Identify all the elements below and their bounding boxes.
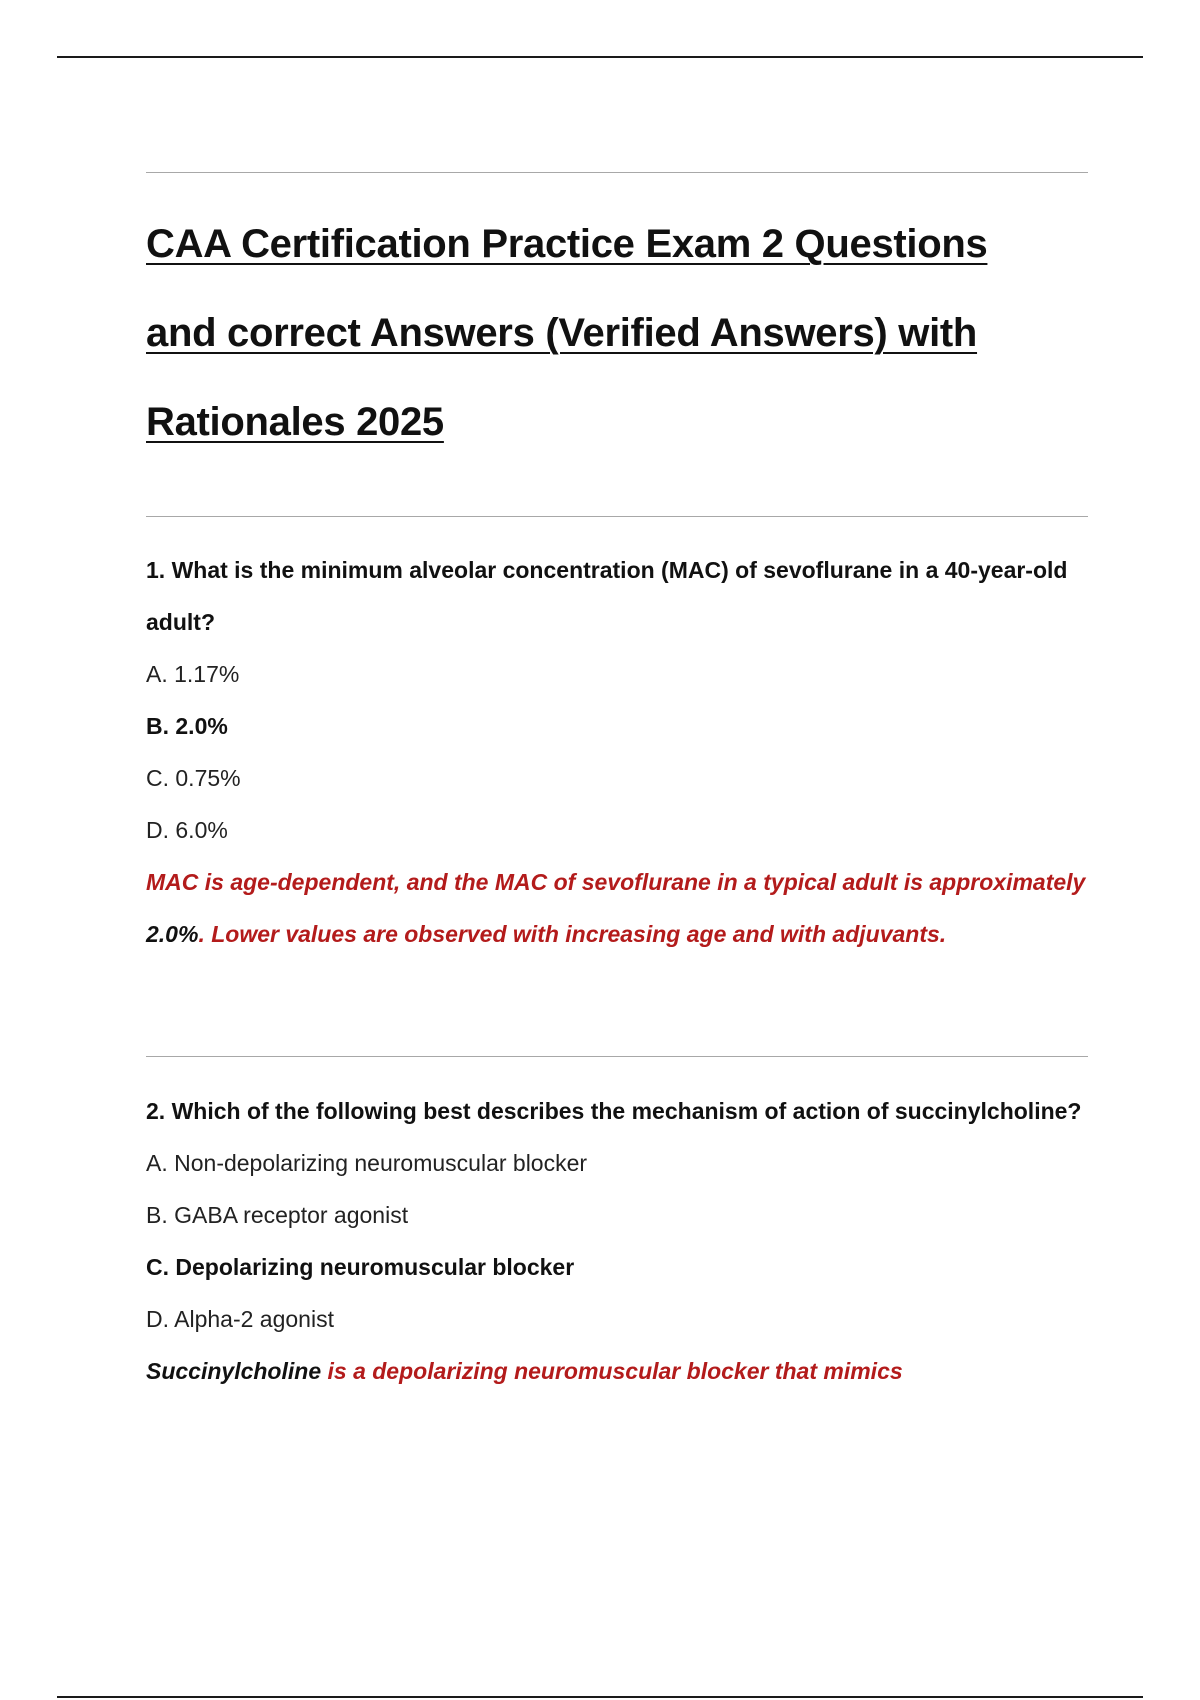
page-top-rule bbox=[57, 56, 1143, 58]
rationale-highlight: 2.0% bbox=[146, 921, 199, 947]
question-1 bbox=[146, 544, 1088, 960]
title-line-1: CAA Certification Practice Exam 2 Questions bbox=[146, 222, 988, 266]
page-bottom-rule bbox=[57, 1696, 1143, 1698]
answer-option-d: D. Alpha-2 agonist bbox=[146, 1306, 334, 1332]
section-divider bbox=[146, 172, 1088, 173]
rationale bbox=[146, 856, 1088, 960]
title-line-3: Rationales 2025 bbox=[146, 400, 444, 444]
question-stem: 2. Which of the following best describes the mechanism of action of succinylcholine? bbox=[146, 1098, 1082, 1124]
answer-option-b: B. GABA receptor agonist bbox=[146, 1202, 409, 1228]
rationale-text: . Lower values are observed with increasing age and with adjuvants. bbox=[198, 921, 947, 947]
rationale bbox=[146, 1345, 1088, 1397]
rationale-text: is a depolarizing neuromuscular blocker that mimics bbox=[321, 1358, 903, 1384]
rationale-text: MAC is age-dependent, and the MAC of sevoflurane in a typical adult is approximately bbox=[146, 869, 1086, 895]
section-divider bbox=[146, 1056, 1088, 1057]
answer-option-c-correct: C. Depolarizing neuromuscular blocker bbox=[146, 1254, 575, 1280]
answer-option-d: D. 6.0% bbox=[146, 817, 228, 843]
question-2 bbox=[146, 1085, 1088, 1397]
answer-option-c: C. 0.75% bbox=[146, 765, 241, 791]
answer-option-b-correct: B. 2.0% bbox=[146, 713, 228, 739]
rationale-highlight: Succinylcholine bbox=[146, 1358, 322, 1384]
answer-option-a: A. 1.17% bbox=[146, 661, 240, 687]
title-line-2: and correct Answers (Verified Answers) with bbox=[146, 311, 978, 355]
document-title bbox=[146, 200, 1088, 467]
question-stem: 1. What is the minimum alveolar concentration (MAC) of sevoflurane in a 40-year-old adult? bbox=[146, 557, 1068, 635]
section-divider bbox=[146, 516, 1088, 517]
answer-option-a: A. Non-depolarizing neuromuscular blocker bbox=[146, 1150, 588, 1176]
